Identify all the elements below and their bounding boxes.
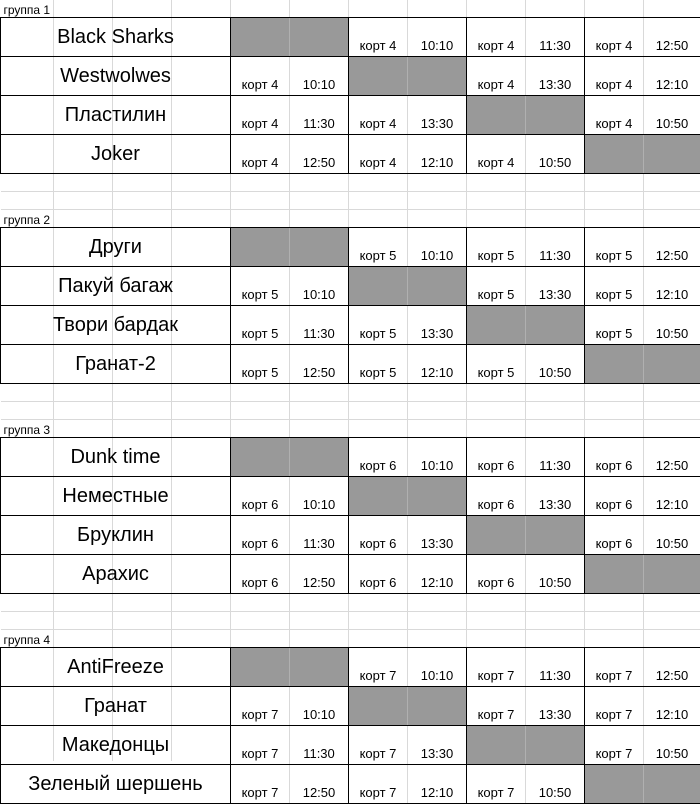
empty-cell[interactable] (526, 174, 585, 192)
self-match-cell[interactable] (585, 345, 644, 384)
self-match-cell[interactable] (644, 765, 700, 804)
self-match-cell[interactable] (349, 267, 408, 306)
team-row (1, 726, 700, 765)
match-time[interactable]: 11:30 (526, 648, 585, 687)
match-time[interactable]: 10:10 (408, 228, 467, 267)
empty-cell[interactable] (467, 210, 526, 228)
self-match-cell[interactable] (408, 687, 467, 726)
match-time[interactable]: 10:10 (408, 18, 467, 57)
empty-cell[interactable] (290, 174, 349, 192)
self-match-cell[interactable] (408, 57, 467, 96)
team-name[interactable]: AntiFreeze (1, 648, 231, 687)
self-match-cell[interactable] (526, 306, 585, 345)
match-court[interactable]: корт 5 (467, 267, 526, 306)
self-match-cell[interactable] (467, 726, 526, 765)
match-time[interactable]: 12:10 (408, 765, 467, 804)
self-match-cell[interactable] (349, 57, 408, 96)
empty-cell[interactable] (408, 210, 467, 228)
empty-cell[interactable] (1, 402, 231, 420)
self-match-cell[interactable] (644, 345, 700, 384)
self-match-cell[interactable] (290, 648, 349, 687)
match-court[interactable]: корт 6 (585, 516, 644, 555)
match-court[interactable]: корт 5 (467, 228, 526, 267)
match-time[interactable]: 12:10 (644, 57, 700, 96)
team-row (1, 306, 700, 345)
empty-cell[interactable] (1, 384, 231, 402)
empty-cell[interactable] (408, 0, 467, 18)
blank-row (1, 594, 700, 612)
team-row (1, 18, 700, 57)
match-time[interactable]: 10:10 (290, 267, 349, 306)
empty-cell[interactable] (408, 630, 467, 648)
match-time[interactable]: 12:10 (408, 135, 467, 174)
match-time[interactable]: 10:50 (526, 135, 585, 174)
self-match-cell[interactable] (231, 18, 290, 57)
match-court[interactable]: корт 5 (231, 306, 290, 345)
match-court[interactable]: корт 7 (349, 726, 408, 765)
empty-cell[interactable] (585, 210, 644, 228)
match-time[interactable]: 11:30 (526, 18, 585, 57)
team-name[interactable]: Dunk time (1, 438, 231, 477)
match-time[interactable]: 12:50 (290, 765, 349, 804)
empty-cell[interactable] (526, 0, 585, 18)
team-row (1, 228, 700, 267)
match-court[interactable]: корт 6 (231, 555, 290, 594)
empty-cell[interactable] (349, 594, 408, 612)
empty-cell[interactable] (408, 192, 467, 210)
match-court[interactable]: корт 6 (585, 477, 644, 516)
empty-cell[interactable] (644, 384, 700, 402)
match-court[interactable]: корт 6 (231, 516, 290, 555)
match-court[interactable]: корт 5 (585, 306, 644, 345)
match-court[interactable]: корт 6 (349, 516, 408, 555)
empty-cell[interactable] (349, 420, 408, 438)
team-row (1, 516, 700, 555)
self-match-cell[interactable] (526, 96, 585, 135)
empty-cell[interactable] (526, 594, 585, 612)
blank-row (1, 192, 700, 210)
empty-cell[interactable] (290, 192, 349, 210)
match-court[interactable]: корт 5 (349, 228, 408, 267)
match-time[interactable]: 12:10 (408, 555, 467, 594)
empty-cell[interactable] (585, 594, 644, 612)
empty-cell[interactable] (526, 192, 585, 210)
team-row (1, 555, 700, 594)
self-match-cell[interactable] (290, 18, 349, 57)
empty-cell[interactable] (585, 420, 644, 438)
match-time[interactable]: 13:30 (526, 687, 585, 726)
match-time[interactable]: 10:10 (290, 57, 349, 96)
empty-cell[interactable] (408, 612, 467, 630)
match-time[interactable]: 12:50 (644, 648, 700, 687)
empty-cell[interactable] (290, 594, 349, 612)
match-court[interactable]: корт 4 (467, 135, 526, 174)
empty-cell[interactable] (526, 384, 585, 402)
team-row (1, 57, 700, 96)
self-match-cell[interactable] (526, 726, 585, 765)
self-match-cell[interactable] (349, 477, 408, 516)
match-court[interactable]: корт 5 (349, 306, 408, 345)
team-row (1, 765, 700, 804)
self-match-cell[interactable] (585, 135, 644, 174)
match-time[interactable]: 10:50 (644, 96, 700, 135)
empty-cell[interactable] (585, 192, 644, 210)
match-time[interactable]: 10:50 (644, 516, 700, 555)
match-court[interactable]: корт 4 (585, 57, 644, 96)
match-court[interactable]: корт 6 (585, 438, 644, 477)
self-match-cell[interactable] (585, 555, 644, 594)
team-row (1, 438, 700, 477)
empty-cell[interactable] (526, 612, 585, 630)
self-match-cell[interactable] (408, 477, 467, 516)
match-time[interactable]: 12:50 (290, 345, 349, 384)
self-match-cell[interactable] (644, 135, 700, 174)
match-court[interactable]: корт 7 (231, 726, 290, 765)
empty-cell[interactable] (1, 192, 231, 210)
empty-cell[interactable] (231, 612, 290, 630)
empty-cell[interactable] (290, 612, 349, 630)
match-time[interactable]: 10:10 (408, 438, 467, 477)
team-row (1, 648, 700, 687)
empty-cell[interactable] (467, 174, 526, 192)
self-match-cell[interactable] (290, 228, 349, 267)
match-time[interactable]: 13:30 (408, 516, 467, 555)
match-court[interactable]: корт 6 (349, 438, 408, 477)
match-time[interactable]: 10:50 (644, 306, 700, 345)
match-court[interactable]: корт 7 (585, 726, 644, 765)
match-court[interactable]: корт 7 (349, 648, 408, 687)
empty-cell[interactable] (467, 0, 526, 18)
empty-cell[interactable] (408, 420, 467, 438)
match-time[interactable]: 10:50 (526, 555, 585, 594)
match-court[interactable]: корт 7 (585, 648, 644, 687)
empty-cell[interactable] (585, 612, 644, 630)
match-time[interactable]: 11:30 (526, 228, 585, 267)
blank-row (1, 402, 700, 420)
team-name[interactable]: Black Sharks (1, 18, 231, 57)
empty-cell[interactable] (585, 0, 644, 18)
empty-cell[interactable] (231, 630, 290, 648)
empty-cell[interactable] (644, 402, 700, 420)
empty-cell[interactable] (644, 630, 700, 648)
match-time[interactable]: 13:30 (526, 267, 585, 306)
group-label[interactable]: группа 3 (1, 420, 231, 438)
team-row (1, 687, 700, 726)
team-row (1, 477, 700, 516)
empty-cell[interactable] (231, 402, 290, 420)
empty-cell[interactable] (644, 612, 700, 630)
group-label-row (1, 0, 700, 18)
match-time[interactable]: 10:50 (644, 726, 700, 765)
match-court[interactable]: корт 6 (467, 477, 526, 516)
match-court[interactable]: корт 7 (349, 765, 408, 804)
match-court[interactable]: корт 5 (349, 345, 408, 384)
empty-cell[interactable] (408, 594, 467, 612)
empty-cell[interactable] (467, 192, 526, 210)
team-name[interactable]: Неместные (1, 477, 231, 516)
self-match-cell[interactable] (644, 555, 700, 594)
team-name[interactable]: Joker (1, 135, 231, 174)
team-name[interactable]: Арахис (1, 555, 231, 594)
match-time[interactable]: 13:30 (408, 306, 467, 345)
team-row (1, 267, 700, 306)
empty-cell[interactable] (349, 192, 408, 210)
match-court[interactable]: корт 7 (467, 765, 526, 804)
match-court[interactable]: корт 5 (585, 267, 644, 306)
match-court[interactable]: корт 4 (585, 18, 644, 57)
match-court[interactable]: корт 5 (231, 267, 290, 306)
self-match-cell[interactable] (585, 765, 644, 804)
match-court[interactable]: корт 7 (467, 687, 526, 726)
match-time[interactable]: 12:50 (290, 135, 349, 174)
match-time[interactable]: 12:50 (644, 438, 700, 477)
match-court[interactable]: корт 5 (585, 228, 644, 267)
empty-cell[interactable] (290, 630, 349, 648)
match-court[interactable]: корт 4 (231, 96, 290, 135)
empty-cell[interactable] (585, 402, 644, 420)
team-name[interactable]: Гранат-2 (1, 345, 231, 384)
match-court[interactable]: корт 6 (231, 477, 290, 516)
team-name[interactable]: Бруклин (1, 516, 231, 555)
empty-cell[interactable] (349, 210, 408, 228)
empty-cell[interactable] (644, 210, 700, 228)
empty-cell[interactable] (349, 0, 408, 18)
match-court[interactable]: корт 5 (467, 345, 526, 384)
team-name[interactable]: Пакуй багаж (1, 267, 231, 306)
match-time[interactable]: 12:10 (408, 345, 467, 384)
empty-cell[interactable] (644, 594, 700, 612)
empty-cell[interactable] (526, 420, 585, 438)
group-label[interactable]: группа 4 (1, 630, 231, 648)
self-match-cell[interactable] (467, 516, 526, 555)
team-row (1, 345, 700, 384)
empty-cell[interactable] (644, 174, 700, 192)
empty-cell[interactable] (408, 402, 467, 420)
empty-cell[interactable] (349, 174, 408, 192)
empty-cell[interactable] (408, 384, 467, 402)
group-label-row (1, 420, 700, 438)
team-row (1, 96, 700, 135)
empty-cell[interactable] (231, 594, 290, 612)
match-time[interactable]: 12:10 (644, 687, 700, 726)
match-time[interactable]: 10:10 (408, 648, 467, 687)
empty-cell[interactable] (349, 384, 408, 402)
team-name[interactable]: Зеленый шершень (1, 765, 231, 804)
empty-cell[interactable] (290, 420, 349, 438)
empty-cell[interactable] (290, 0, 349, 18)
group-label-row (1, 210, 700, 228)
match-court[interactable]: корт 6 (467, 555, 526, 594)
empty-cell[interactable] (349, 402, 408, 420)
team-row (1, 135, 700, 174)
match-time[interactable]: 10:50 (526, 345, 585, 384)
empty-cell[interactable] (585, 384, 644, 402)
self-match-cell[interactable] (526, 516, 585, 555)
self-match-cell[interactable] (408, 267, 467, 306)
match-court[interactable]: корт 4 (231, 57, 290, 96)
match-court[interactable]: корт 4 (349, 96, 408, 135)
match-court[interactable]: корт 4 (467, 57, 526, 96)
match-time[interactable]: 10:50 (526, 765, 585, 804)
empty-cell[interactable] (585, 630, 644, 648)
empty-cell[interactable] (644, 420, 700, 438)
empty-cell[interactable] (290, 402, 349, 420)
match-court[interactable]: корт 5 (231, 345, 290, 384)
match-time[interactable]: 12:10 (644, 267, 700, 306)
empty-cell[interactable] (290, 210, 349, 228)
match-time[interactable]: 10:10 (290, 477, 349, 516)
group-label[interactable]: группа 1 (1, 0, 231, 18)
empty-cell[interactable] (231, 0, 290, 18)
match-time[interactable]: 11:30 (290, 306, 349, 345)
match-time[interactable]: 12:50 (290, 555, 349, 594)
match-court[interactable]: корт 7 (585, 687, 644, 726)
empty-cell[interactable] (231, 210, 290, 228)
match-time[interactable]: 13:30 (408, 96, 467, 135)
empty-cell[interactable] (231, 420, 290, 438)
team-name[interactable]: Твори бардак (1, 306, 231, 345)
match-time[interactable]: 11:30 (290, 516, 349, 555)
match-time[interactable]: 12:10 (644, 477, 700, 516)
self-match-cell[interactable] (231, 648, 290, 687)
empty-cell[interactable] (349, 630, 408, 648)
match-time[interactable]: 11:30 (290, 726, 349, 765)
empty-cell[interactable] (1, 594, 231, 612)
empty-cell[interactable] (644, 192, 700, 210)
group-label-row (1, 630, 700, 648)
empty-cell[interactable] (290, 384, 349, 402)
match-court[interactable]: корт 7 (467, 648, 526, 687)
match-court[interactable]: корт 4 (349, 18, 408, 57)
match-time[interactable]: 12:50 (644, 18, 700, 57)
match-time[interactable]: 13:30 (408, 726, 467, 765)
match-time[interactable]: 11:30 (290, 96, 349, 135)
blank-row (1, 174, 700, 192)
match-time[interactable]: 13:30 (526, 477, 585, 516)
empty-cell[interactable] (526, 630, 585, 648)
match-court[interactable]: корт 7 (231, 687, 290, 726)
empty-cell[interactable] (408, 174, 467, 192)
empty-cell[interactable] (1, 174, 231, 192)
match-court[interactable]: корт 4 (585, 96, 644, 135)
self-match-cell[interactable] (231, 228, 290, 267)
match-time[interactable]: 13:30 (526, 57, 585, 96)
empty-cell[interactable] (231, 174, 290, 192)
empty-cell[interactable] (1, 612, 231, 630)
team-name[interactable]: Пластилин (1, 96, 231, 135)
match-court[interactable]: корт 4 (467, 18, 526, 57)
team-name[interactable]: Други (1, 228, 231, 267)
self-match-cell[interactable] (231, 438, 290, 477)
empty-cell[interactable] (231, 384, 290, 402)
self-match-cell[interactable] (349, 687, 408, 726)
team-name[interactable]: Гранат (1, 687, 231, 726)
team-name[interactable]: Westwolwes (1, 57, 231, 96)
match-court[interactable]: корт 6 (349, 555, 408, 594)
empty-cell[interactable] (467, 612, 526, 630)
empty-cell[interactable] (467, 384, 526, 402)
empty-cell[interactable] (526, 210, 585, 228)
blank-row (1, 384, 700, 402)
empty-cell[interactable] (644, 0, 700, 18)
match-court[interactable]: корт 4 (231, 135, 290, 174)
self-match-cell[interactable] (467, 306, 526, 345)
empty-cell[interactable] (467, 402, 526, 420)
empty-cell[interactable] (467, 594, 526, 612)
match-court[interactable]: корт 6 (467, 438, 526, 477)
empty-cell[interactable] (349, 612, 408, 630)
empty-cell[interactable] (467, 630, 526, 648)
team-name[interactable]: Македонцы (1, 726, 231, 765)
self-match-cell[interactable] (290, 438, 349, 477)
empty-cell[interactable] (467, 420, 526, 438)
match-time[interactable]: 10:10 (290, 687, 349, 726)
group-label[interactable]: группа 2 (1, 210, 231, 228)
match-time[interactable]: 12:50 (644, 228, 700, 267)
match-court[interactable]: корт 4 (349, 135, 408, 174)
empty-cell[interactable] (585, 174, 644, 192)
match-court[interactable]: корт 7 (231, 765, 290, 804)
self-match-cell[interactable] (467, 96, 526, 135)
empty-cell[interactable] (526, 402, 585, 420)
match-time[interactable]: 11:30 (526, 438, 585, 477)
blank-row (1, 612, 700, 630)
empty-cell[interactable] (231, 192, 290, 210)
